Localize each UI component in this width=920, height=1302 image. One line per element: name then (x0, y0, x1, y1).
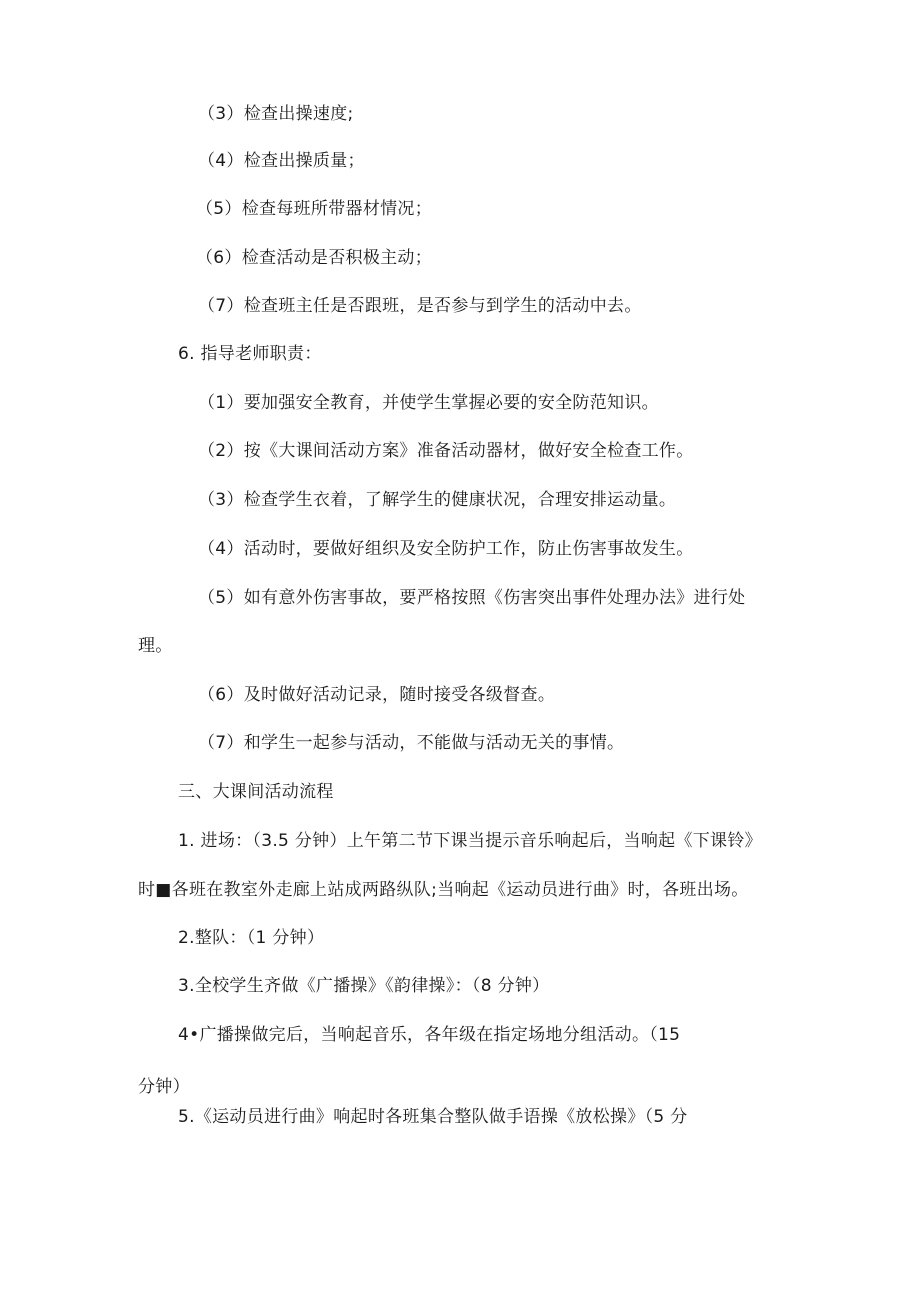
duty-item-3: （3）检查学生衣着，了解学生的健康状况，合理安排运动量。 (198, 490, 677, 510)
flow-step-4: 4•广播操做完后，当响起音乐，各年级在指定场地分组活动。（15 (178, 1025, 681, 1045)
check-item-7: （7）检查班主任是否跟班，是否参与到学生的活动中去。 (198, 296, 642, 316)
flow-step-1-cont: 时■各班在教室外走廊上站成两路纵队;当响起《运动员进行曲》时，各班出场。 (138, 880, 749, 900)
check-item-3: （3）检查出操速度; (198, 104, 354, 124)
check-item-4: （4）检查出操质量； (198, 151, 365, 171)
section-heading-teacher-duties: 6. 指导老师职责： (178, 344, 322, 364)
check-item-5: （5）检查每班所带器材情况； (196, 199, 433, 219)
flow-step-2: 2.整队：（1 分钟） (178, 928, 325, 948)
duty-item-1: （1）要加强安全教育，并使学生掌握必要的安全防范知识。 (198, 393, 659, 413)
flow-step-4-cont: 分钟） (138, 1077, 190, 1097)
check-item-6: （6）检查活动是否积极主动； (196, 248, 433, 268)
duty-item-4: （4）活动时，要做好组织及安全防护工作，防止伤害事故发生。 (198, 539, 694, 559)
section-heading-activity-flow: 三、大课间活动流程 (178, 782, 334, 802)
flow-step-5: 5.《运动员进行曲》响起时各班集合整队做手语操《放松操》（5 分 (178, 1107, 688, 1127)
flow-step-1: 1. 进场：（3.5 分钟）上午第二节下课当提示音乐响起后，当响起《下课铃》 (178, 831, 762, 851)
duty-item-5-cont: 理。 (138, 636, 173, 656)
flow-step-3: 3.全校学生齐做《广播操》《韵律操》：（8 分钟） (178, 976, 550, 996)
duty-item-6: （6）及时做好活动记录，随时接受各级督查。 (198, 685, 556, 705)
duty-item-2: （2）按《大课间活动方案》准备活动器材，做好安全检查工作。 (198, 441, 694, 461)
duty-item-7: （7）和学生一起参与活动，不能做与活动无关的事情。 (198, 733, 625, 753)
duty-item-5: （5）如有意外伤害事故，要严格按照《伤害突出事件处理办法》进行处 (198, 588, 746, 608)
